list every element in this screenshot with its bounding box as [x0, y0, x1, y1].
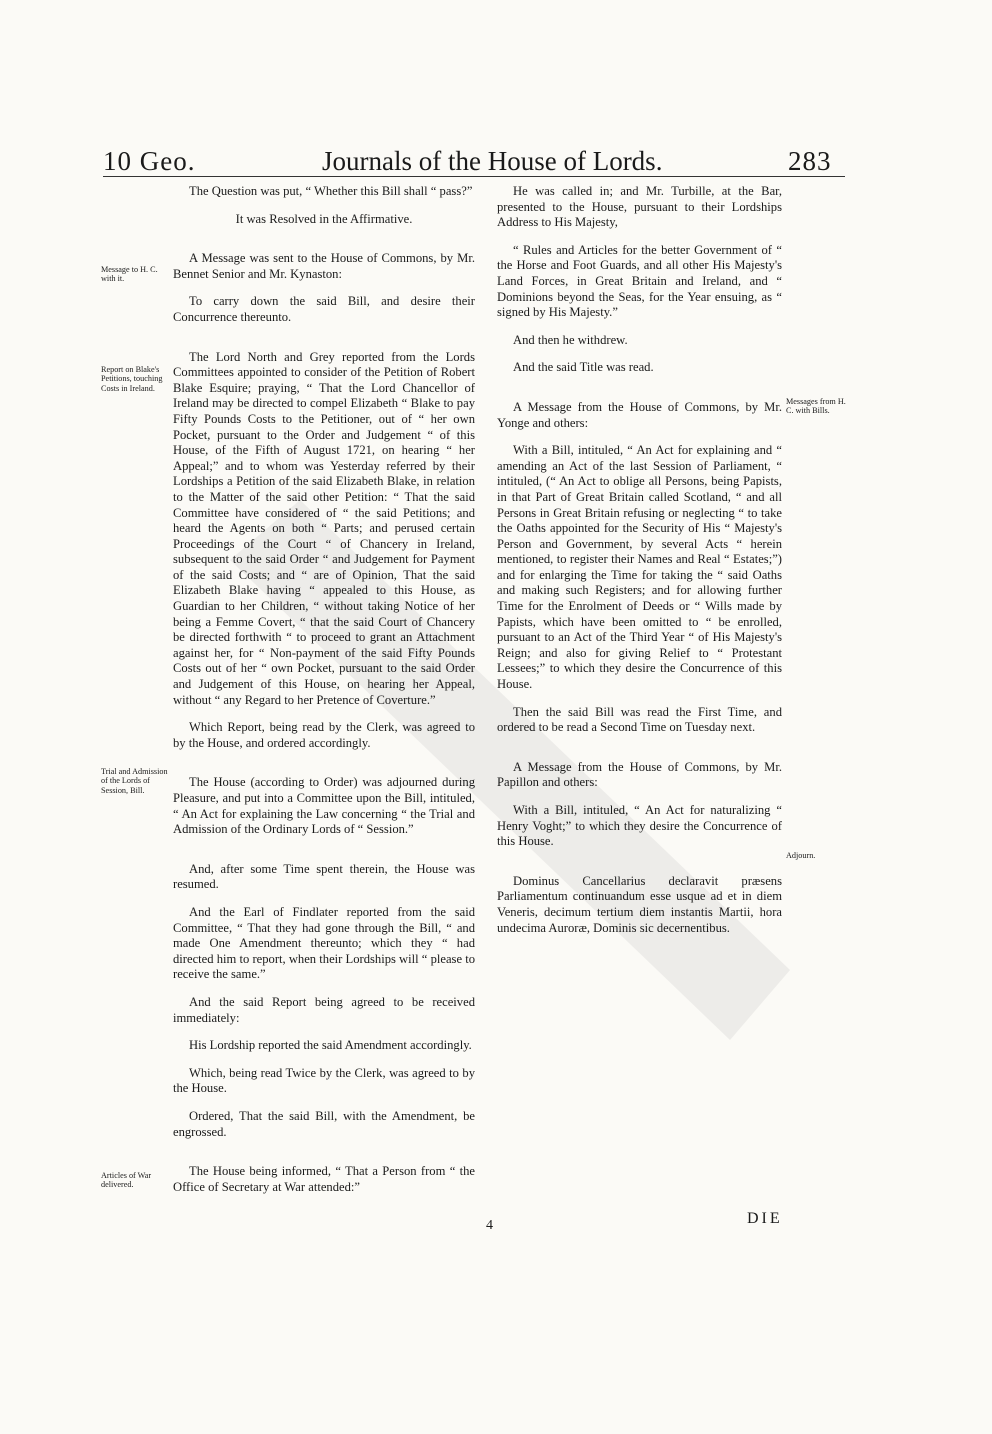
paragraph: And the said Title was read.: [513, 360, 654, 375]
margin-note-adjourn: Adjourn.: [786, 851, 816, 860]
paragraph: A Message from the House of Commons, by Mr. Yonge and others:: [497, 399, 782, 430]
signature-mark: 4: [486, 1218, 493, 1233]
header-journal-title: Journals of the House of Lords.: [322, 146, 663, 176]
paragraph: Ordered, That the said Bill, with the Amendment, be engrossed.: [173, 1108, 475, 1139]
right-column: [497, 184, 782, 936]
paragraph: To carry down the said Bill, and desire their Concurrence thereunto.: [173, 294, 475, 324]
paragraph: With a Bill, intituled, “ An Act for explaining and “ amending an Act of the last Session of Parliament, “ intituled, (“ An Act to oblige all Persons, being Papists, in that Part of Great Britain called Scotland, “ and all Persons in Great Britain refusing or neglecting “ to take the Oaths appointed for the Security of His “ Majesty's Person and Government, by several Acts “ herein mentioned, to register their Names and Real “ Estates;”) and for enlarging the Time for taking the “ said Oaths and making such Registers; and for allowing further Time for the Enrolment of Deeds or “ Wills made by Papists, which have been omitted to “ be enrolled, pursuant to an Act of the Third Year “ of His Majesty's Reign; and also for giving Relief to “ Protestant Lessees;” to which they desire the Concurrence of this House.: [497, 443, 782, 692]
paragraph: Then the said Bill was read the First Time, and ordered to be read a Second Time on Tuesday next.: [497, 704, 782, 735]
paragraph: The Question was put, “ Whether this Bill shall “ pass?”: [189, 184, 473, 198]
paragraph: “ Rules and Articles for the better Government of “ the Horse and Foot Guards, and all other His Majesty's Land Forces, in Great Britain and Ireland, and “ Dominions beyond the Seas, for the Year ensuing, as “ signed by His Majesty.”: [497, 242, 782, 320]
header-regnal-year: 10 Geo.: [103, 146, 196, 176]
paragraph: Dominus Cancellarius declaravit præsens Parliamentum continuandum esse usque ad et in diem Veneris, decimum tertium diem instantis Martii, hora undecima Auroræ, Dominis sic decernentibus.: [497, 873, 782, 935]
paragraph: And then he withdrew.: [513, 332, 628, 347]
paragraph: His Lordship reported the said Amendment accordingly.: [189, 1038, 472, 1053]
paragraph: The Lord North and Grey reported from the Lords Committees appointed to consider of the Petition of Robert Blake Esquire; praying, “ That the Lord Chancellor of Ireland may be directed to compel Elizabeth “ Blake to pay Fifty Pounds Costs to the Petitioner, out of “ her own Pocket, pursuant to the Order and Judgement “ of this House, of the Fifth of August 1721, on hearing “ her Appeal;” and to whom was Yesterday referred by their Lordships a Petition of the said Elizabeth Blake, in relation to the Matter of the said other Petition: “ That the said Committee have considered of “ the said Petitions; and heard the Agents on both “ Parts; and perused certain Proceedings of the Court “ of Chancery in Ireland, subsequent to the said Order “ and Judgement for Payment of the said Costs; and “ are of Opinion, That the said Elizabeth Blake having “ appealed to this House, as Guardian to her Children, “ without taking Notice of her being a Femme Covert, “ that the said Court of Chancery be directed forthwith “ to proceed to grant an Attachment against her, for “ Non-payment of the said Fifty Pounds Costs out of her “ own Pocket, pursuant to the said Order and Judgement of this House, on hearing her Appeal, without “ any Regard to her Pretence of Coverture.”: [173, 349, 475, 707]
paragraph: And the said Report being agreed to be received immediately:: [173, 994, 475, 1025]
margin-note-report-blake: Report on Blake's Petitions, touching Costs in Ireland.: [101, 365, 163, 393]
paragraph: It was Resolved in the Affirmative.: [235, 211, 413, 226]
paragraph: Which Report, being read by the Clerk, was agreed to by the House, and ordered accordingly.: [173, 720, 475, 750]
header-rule: [103, 176, 845, 177]
left-column: [173, 184, 475, 1195]
paragraph: And, after some Time spent therein, the House was resumed.: [173, 861, 475, 892]
paragraph: A Message was sent to the House of Commons, by Mr. Bennet Senior and Mr. Kynaston:: [173, 251, 475, 281]
paragraph: The House being informed, “ That a Person from “ the Office of Secretary at War attended:”: [173, 1164, 475, 1194]
margin-note-articles-war: Articles of War delivered.: [101, 1171, 152, 1190]
header-page-number: 283: [788, 146, 832, 176]
catchword: DIE: [747, 1210, 783, 1227]
margin-note-message-hc: Message to H. C. with it.: [101, 265, 158, 284]
margin-note-messages-from-hc: Messages from H. C. with Bills.: [786, 397, 846, 416]
paragraph: And the Earl of Findlater reported from the said Committee, “ That they had gone through the Bill, “ and made One Amendment thereunto; which they “ had directed him to report, when their Lordships will “ please to receive the same.”: [173, 904, 475, 982]
paragraph: He was called in; and Mr. Turbille, at the Bar, presented to the House, pursuant to their Lordships Address to His Majesty,: [497, 184, 782, 230]
margin-note-trial-bill: Trial and Admission of the Lords of Session, Bill.: [101, 767, 168, 795]
paragraph: A Message from the House of Commons, by Mr. Papillon and others:: [497, 759, 782, 790]
paragraph: Which, being read Twice by the Clerk, was agreed to by the House.: [173, 1065, 475, 1096]
paragraph: With a Bill, intituled, “ An Act for naturalizing “ Henry Voght;” to which they desire the Concurrence of this House.: [497, 803, 782, 849]
paragraph: The House (according to Order) was adjourned during Pleasure, and put into a Committee upon the Bill, intituled, “ An Act for explaining the Law concerning “ the Trial and Admission of the Ordinary Lords of “ Session.”: [173, 775, 475, 837]
